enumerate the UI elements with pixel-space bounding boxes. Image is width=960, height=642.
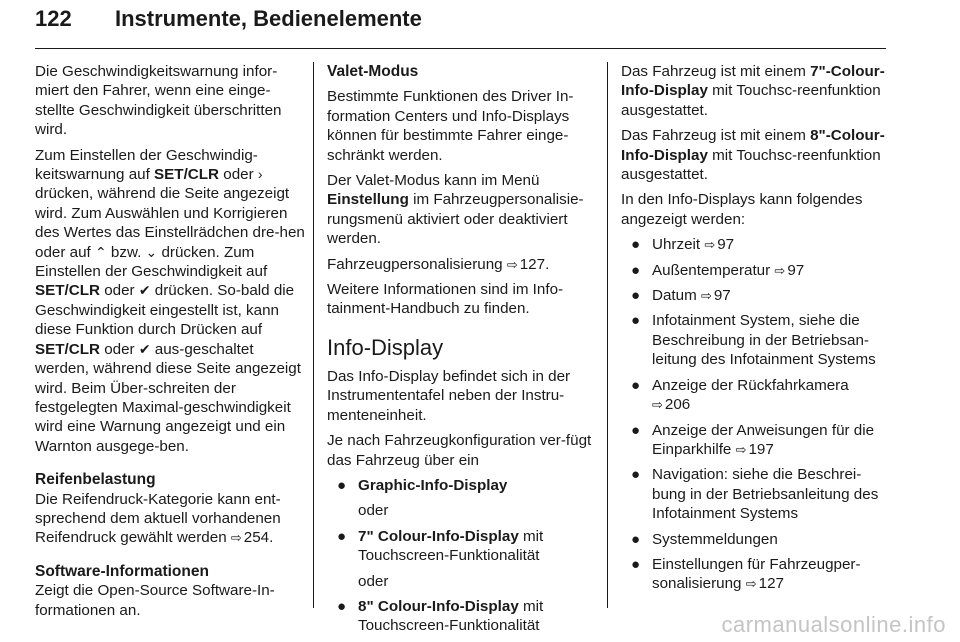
list-item: ● Außentemperatur ⇨ 97 <box>631 261 805 279</box>
set-clr-label: SET/CLR <box>35 282 100 300</box>
list-item: ● Systemmeldungen <box>631 530 778 548</box>
bullet-icon: ● <box>337 476 347 494</box>
page-reference-arrow-icon: ⇨ <box>652 397 663 413</box>
list-item: ● Navigation: siehe die Beschrei-bung in der Betriebsanleitung des Infotainment Systems <box>631 466 879 523</box>
or-label: oder <box>358 502 389 520</box>
page-number: 122 <box>35 6 72 31</box>
list-item: ● Graphic-Info-Display <box>337 476 508 494</box>
check-icon: ✔ <box>138 282 151 299</box>
bullet-icon: ● <box>631 530 641 548</box>
list-item: ● Datum ⇨ 97 <box>631 287 731 305</box>
bullet-icon: ● <box>337 527 347 545</box>
chevron-down-icon: ⌄ <box>145 243 158 260</box>
page-header <box>35 6 885 46</box>
paragraph-info-1: Das Info-Display befindet sich in der Instrumententafel neben der Instru-menteneinheit. <box>327 367 571 424</box>
page-reference-arrow-icon: ⇨ <box>700 288 712 304</box>
page-reference-arrow-icon: ⇨ <box>506 256 518 272</box>
settings-menu-label: Einstellung <box>327 191 409 209</box>
page-reference[interactable]: 206 <box>664 396 691 414</box>
paragraph-info-2: Je nach Fahrzeugkonfiguration ver-fügt das Fahrzeug über ein <box>327 432 592 469</box>
paragraph-tyre-load: Die Reifendruck-Kategorie kann ent-sprechend dem aktuell vorhandenen Reifendruck gewählt werden ⇨ 254. <box>35 490 281 547</box>
paragraph-valet-2: Der Valet-Modus kann im Menü Einstellung im Fahrzeugpersonalisie-rungsmenü aktiviert oder deaktiviert werden. <box>327 172 584 248</box>
chevron-up-icon: ⌃ <box>94 243 107 260</box>
page-reference-arrow-icon: ⇨ <box>704 237 716 253</box>
page-reference-arrow-icon: ⇨ <box>774 262 786 278</box>
page-reference[interactable]: 197 <box>748 440 774 458</box>
bullet-icon: ● <box>631 287 641 305</box>
bullet-icon: ● <box>631 236 641 254</box>
paragraph-valet-1: Bestimmte Funktionen des Driver In-formation Centers und Info-Displays können für bestimmte Fahrer einge-schränkt werden. <box>327 88 574 164</box>
page-reference[interactable]: 127. <box>519 255 550 273</box>
paragraph-valet-4: Weitere Informationen sind im Info-tainment-Handbuch zu finden. <box>327 281 564 318</box>
chevron-right-icon: › <box>257 166 263 183</box>
column-3 <box>621 62 889 600</box>
paragraph-display-contents: In den Info-Displays kann folgendes angezeigt werden: <box>621 191 863 228</box>
heading-tyre-load: Reifenbelastung <box>35 471 156 489</box>
heading-software-info: Software-Informationen <box>35 562 209 580</box>
bullet-icon: ● <box>631 376 641 394</box>
display-contents-list <box>621 235 889 594</box>
or-label: oder <box>358 572 389 590</box>
display-options-list <box>327 597 592 636</box>
bullet-icon: ● <box>631 466 641 484</box>
header-rule <box>35 48 886 49</box>
heading-info-display: Info-Display <box>327 334 444 360</box>
display-options-list <box>327 527 592 566</box>
set-clr-label: SET/CLR <box>154 166 220 184</box>
list-item: ● Einstellungen für Fahrzeugper-sonalisierung ⇨ 127 <box>631 555 861 593</box>
paragraph-7inch: Das Fahrzeug ist mit einem 7"-Colour-Info-Display mit Touchsc-reenfunktion ausgestattet. <box>621 63 885 119</box>
page-reference[interactable]: 254. <box>243 529 274 547</box>
set-clr-label: SET/CLR <box>35 340 100 358</box>
page-reference[interactable]: 127 <box>758 575 784 593</box>
bullet-icon: ● <box>631 312 641 330</box>
paragraph-software-info: Zeigt die Open-Source Software-In-formationen an. <box>35 582 275 619</box>
list-item: ● Anzeige der Rückfahrkamera ⇨ 206 <box>631 376 849 414</box>
display-options-list <box>327 476 592 495</box>
list-item: ● Anzeige der Anweisungen für die Einparkhilfe ⇨ 197 <box>631 421 875 458</box>
column-divider-2 <box>607 62 608 608</box>
paragraph-speed-setting: Zum Einstellen der Geschwindig-keitswarnung auf SET/CLR oder › drücken, während die Seite angezeigt wird. Zum Auswählen und Korrigieren des Wertes das Einstellrädchen dre-hen oder auf ⌃ bzw. ⌄ drücken. Zum Einstellen der Geschwindigkeit auf SET/CLR oder ✔ drücken. So-bald die Geschwindigkeit eingestellt ist, kann diese Funktion durch Drücken auf SET/CLR oder ✔ aus-geschaltet werden, während diese Seite angezeigt wird. Beim Über-schreiten der festgelegten Maximal-geschwindigkeit wird eine Warnung angezeigt und ein Warnton ausgege-ben. <box>35 146 305 455</box>
paragraph-8inch: Das Fahrzeug ist mit einem 8"-Colour-Info-Display mit Touchsc-reenfunktion ausgestattet. <box>621 127 885 184</box>
bullet-icon: ● <box>631 261 641 279</box>
bullet-icon: ● <box>631 555 641 573</box>
bullet-icon: ● <box>631 421 641 439</box>
bullet-icon: ● <box>337 597 347 615</box>
page-reference[interactable]: 97 <box>713 287 731 305</box>
heading-valet-mode: Valet-Modus <box>327 63 419 80</box>
check-icon: ✔ <box>138 340 151 357</box>
list-item: ● Uhrzeit ⇨ 97 <box>631 236 735 254</box>
page-reference[interactable]: 97 <box>787 261 805 279</box>
list-item: ● 7" Colour-Info-Display mit Touchscreen-Funktionalität <box>337 527 544 565</box>
column-divider-1 <box>313 62 314 608</box>
list-item: ● Infotainment System, siehe die Beschreibung in der Betriebsan-leitung des Infotainment Systems <box>631 312 876 369</box>
list-item: ● 8" Colour-Info-Display mit Touchscreen-Funktionalität <box>337 597 544 635</box>
column-2 <box>327 62 592 642</box>
page-title: Instrumente, Bedienelemente <box>115 6 422 31</box>
page-reference-arrow-icon: ⇨ <box>230 530 242 546</box>
page-reference-arrow-icon: ⇨ <box>735 441 747 457</box>
page-reference[interactable]: 97 <box>717 236 735 254</box>
watermark: carmanualsonline.info <box>721 612 946 637</box>
paragraph-speed-warning: Die Geschwindigkeitswarnung infor-miert den Fahrer, wenn eine einge-stellte Geschwindigkeit überschritten wird. <box>35 63 282 139</box>
column-1 <box>35 62 305 626</box>
paragraph-valet-3: Fahrzeugpersonalisierung ⇨ 127. <box>327 255 550 273</box>
page-reference-arrow-icon: ⇨ <box>745 576 757 592</box>
